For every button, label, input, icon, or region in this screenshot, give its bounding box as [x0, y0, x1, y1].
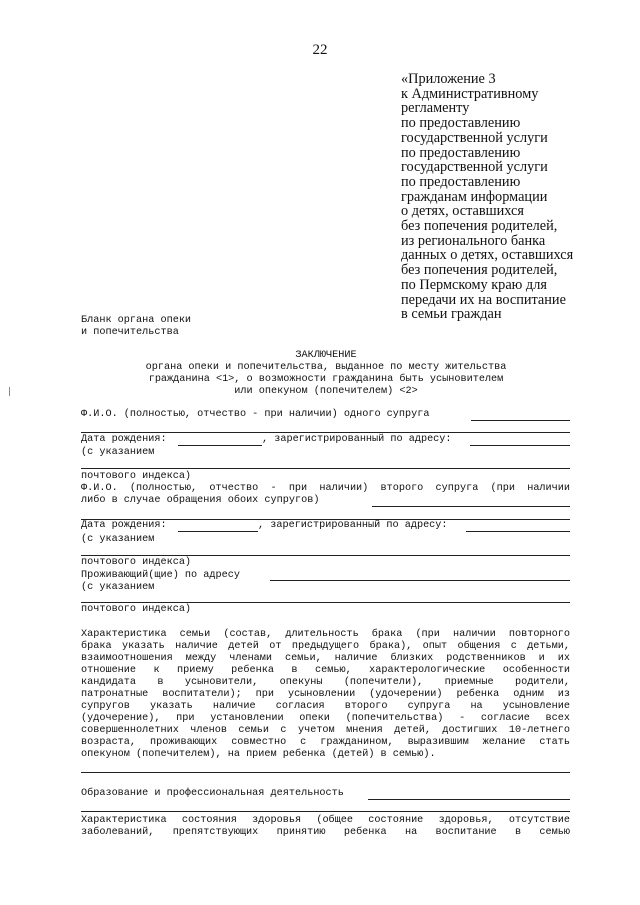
family-paragraph-line: совершеннолетних членов семьи с учетом мнения детей, достигших 10-летнего — [81, 725, 570, 736]
fio-spouse1-label: Ф.И.О. (полностью, отчество - при наличии) одного супруга — [81, 409, 430, 420]
education-field[interactable] — [368, 799, 570, 800]
address-spouse1-line2[interactable] — [81, 468, 570, 469]
zip-note-b: почтового индекса) — [81, 557, 192, 568]
residence-field[interactable] — [270, 580, 570, 581]
dob-spouse2-label: Дата рождения: — [81, 520, 167, 531]
health-paragraph-line: Характеристика состояния здоровья (общее состояние здоровья, отсутствие — [81, 815, 570, 826]
family-field[interactable] — [81, 772, 570, 773]
subtitle-line: гражданина <1>, о возможности гражданина быть усыновителем — [148, 374, 504, 385]
address-spouse1-field[interactable] — [470, 445, 570, 446]
health-paragraph-line: заболеваний, препятствующих принятию ребенка на воспитание в семью — [81, 827, 570, 838]
appendix-line: к Административному — [401, 85, 539, 102]
family-paragraph-line: взаимоотношения между членами семьи, наличие близких родственников и их — [81, 653, 570, 664]
fio-spouse2-field[interactable] — [372, 506, 570, 507]
appendix-line: по предоставлению — [401, 173, 521, 190]
appendix-line: без попечения родителей, — [401, 262, 558, 279]
appendix-line: передачи их на воспитание — [401, 291, 566, 308]
zip-note-a: (с указанием — [81, 447, 155, 458]
fio-spouse2-label-b: либо в случае обращения обоих супругов) — [81, 495, 320, 506]
address-spouse2-field[interactable] — [466, 531, 570, 532]
document-title: ЗАКЛЮЧЕНИЕ — [295, 350, 357, 361]
zip-note-a: (с указанием — [81, 534, 155, 545]
education-line2[interactable] — [81, 811, 570, 812]
family-paragraph-line: возраста, проживающих совместно с гражданином, выразившим желание стать — [81, 737, 570, 748]
dob-spouse1-label: Дата рождения: — [81, 434, 167, 445]
family-paragraph-line: кандидата в усыновители, опекуны (попечители), приемные родители, — [81, 677, 570, 688]
fio-spouse1-line2[interactable] — [81, 432, 570, 433]
zip-note-b: почтового индекса) — [81, 604, 192, 615]
appendix-line: в семьи граждан — [401, 306, 502, 323]
family-paragraph-line: брака указать наличие детей от предыдущего брака), опыт общения с детьми, — [81, 641, 570, 652]
page-number: 22 — [312, 42, 328, 58]
appendix-line: по предоставлению — [401, 144, 521, 161]
family-paragraph-line: (удочерение), при установлении опеки (попечительства) - согласие всех — [81, 713, 570, 724]
zip-note-a: (с указанием — [81, 582, 155, 593]
zip-note-b: почтового индекса) — [81, 471, 192, 482]
appendix-line: «Приложение 3 — [401, 71, 496, 87]
appendix-line: по Пермскому краю для — [401, 276, 547, 293]
family-paragraph-line: Характеристика семьи (состав, длительность брака (при наличии повторного — [81, 629, 570, 640]
residence-label: Проживающий(щие) по адресу — [81, 570, 240, 581]
dob-spouse2-field[interactable] — [178, 531, 258, 532]
reg-spouse2-label: , зарегистрированный по адресу: — [258, 520, 448, 531]
appendix-line: из регионального банка — [401, 232, 546, 249]
appendix-line: о детях, оставшихся — [401, 203, 524, 220]
fio-spouse2-label: Ф.И.О. (полностью, отчество - при наличии) второго супруга (при наличии — [81, 483, 570, 494]
letterhead-line: и попечительства — [81, 327, 179, 338]
address-spouse2-line2[interactable] — [81, 555, 570, 556]
appendix-line: государственной услуги — [401, 159, 548, 176]
appendix-line: по предоставлению — [401, 115, 521, 132]
appendix-line: государственной услуги — [401, 129, 548, 146]
education-label: Образование и профессиональная деятельность — [81, 788, 344, 799]
appendix-line: без попечения родителей, — [401, 218, 558, 235]
subtitle-line: или опекуном (попечителем) <2> — [234, 386, 418, 397]
appendix-line: данных о детях, оставшихся — [401, 247, 574, 264]
margin-mark — [9, 387, 12, 396]
subtitle-line: органа опеки и попечительства, выданное по месту жительства — [145, 362, 507, 373]
family-paragraph-line: супругов указать наличие согласия второго супруга на усыновление — [81, 701, 570, 712]
dob-spouse1-field[interactable] — [178, 445, 262, 446]
family-paragraph-line: опекуном (попечителем), на прием ребенка (детей) в семью). — [81, 749, 436, 760]
fio-spouse1-field[interactable] — [471, 420, 570, 421]
appendix-header — [401, 72, 601, 322]
family-paragraph-line: патронатные воспитатели); при усыновлении (удочерении) ребенка одним из — [81, 689, 570, 700]
reg-spouse1-label: , зарегистрированный по адресу: — [262, 434, 452, 445]
family-paragraph-line: отношение к приему ребенка в семью, характерологические особенности — [81, 665, 570, 676]
letterhead-line: Бланк органа опеки — [81, 315, 192, 326]
appendix-line: регламенту — [401, 100, 470, 117]
appendix-line: гражданам информации — [401, 188, 548, 205]
residence-line2[interactable] — [81, 602, 570, 603]
